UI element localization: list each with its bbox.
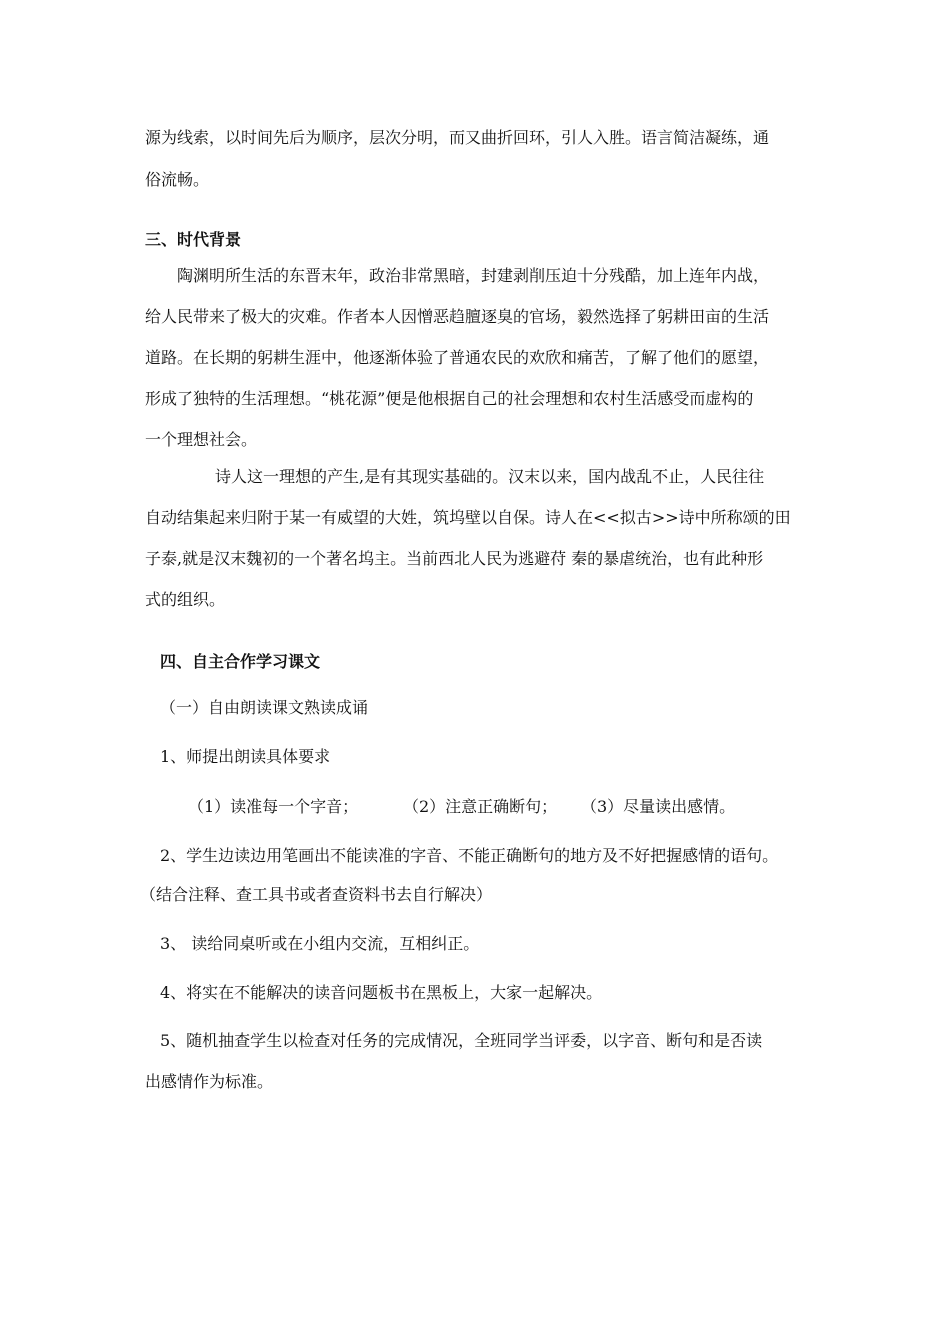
section-3-para2-line: 诗人这一理想的产生,是有其现实基础的。汉末以来，国内战乱不止，人民往往: [215, 467, 765, 486]
list-item-2: 2、学生边读边用笔画出不能读准的字音、不能正确断句的地方及不好把握感情的语句。: [160, 846, 779, 865]
section-3-para1-line: 一个理想社会。: [145, 430, 258, 449]
list-item-4: 4、将实在不能解决的读音问题板书在黑板上，大家一起解决。: [160, 983, 603, 1002]
intro-line-2: 俗流畅。: [145, 170, 210, 189]
subsection-1-title: （一）自由朗读课文熟读成诵: [160, 698, 369, 717]
section-3-para1-line: 道路。在长期的躬耕生涯中，他逐渐体验了普通农民的欢欣和痛苦，了解了他们的愿望，: [145, 348, 770, 367]
intro-line-1: 源为线索，以时间先后为顺序，层次分明，而又曲折回环，引人入胜。语言简洁凝练，通: [145, 128, 770, 147]
list-item-1: 1、师提出朗读具体要求: [160, 747, 331, 766]
section-4-heading: 四、自主合作学习课文: [160, 652, 321, 671]
section-3-heading: 三、时代背景: [145, 230, 242, 249]
requirement-2: （2）注意正确断句；: [403, 797, 558, 816]
section-3-para1-line: 给人民带来了极大的灾难。作者本人因憎恶趋膻逐臭的官场，毅然选择了躬耕田亩的生活: [145, 307, 770, 326]
section-3-para1-line: 陶渊明所生活的东晋末年，政治非常黑暗，封建剥削压迫十分残酷，加上连年内战，: [177, 266, 770, 285]
requirement-1: （1）读准每一个字音；: [188, 797, 359, 816]
section-3-para2-line: 自动结集起来归附于某一有威望的大姓，筑坞壁以自保。诗人在<<拟古>>诗中所称颂的田: [145, 508, 791, 527]
requirement-3: （3）尽量读出感情。: [581, 797, 736, 816]
list-item-5: 5、随机抽查学生以检查对任务的完成情况，全班同学当评委，以字音、断句和是否读: [160, 1031, 763, 1050]
section-3-para1-line: 形成了独特的生活理想。“桃花源”便是他根据自己的社会理想和农村生活感受而虚构的: [145, 389, 754, 408]
section-3-para2-line: 子泰,就是汉末魏初的一个著名坞主。当前西北人民为逃避苻 秦的暴虐统治，也有此种形: [145, 549, 764, 568]
list-item-2-note: （结合注释、查工具书或者查资料书去自行解决）: [140, 885, 493, 904]
section-3-para2-line: 式的组织。: [145, 590, 226, 609]
list-item-5-cont: 出感情作为标准。: [145, 1072, 274, 1091]
list-item-3: 3、 读给同桌听或在小组内交流，互相纠正。: [160, 934, 480, 953]
